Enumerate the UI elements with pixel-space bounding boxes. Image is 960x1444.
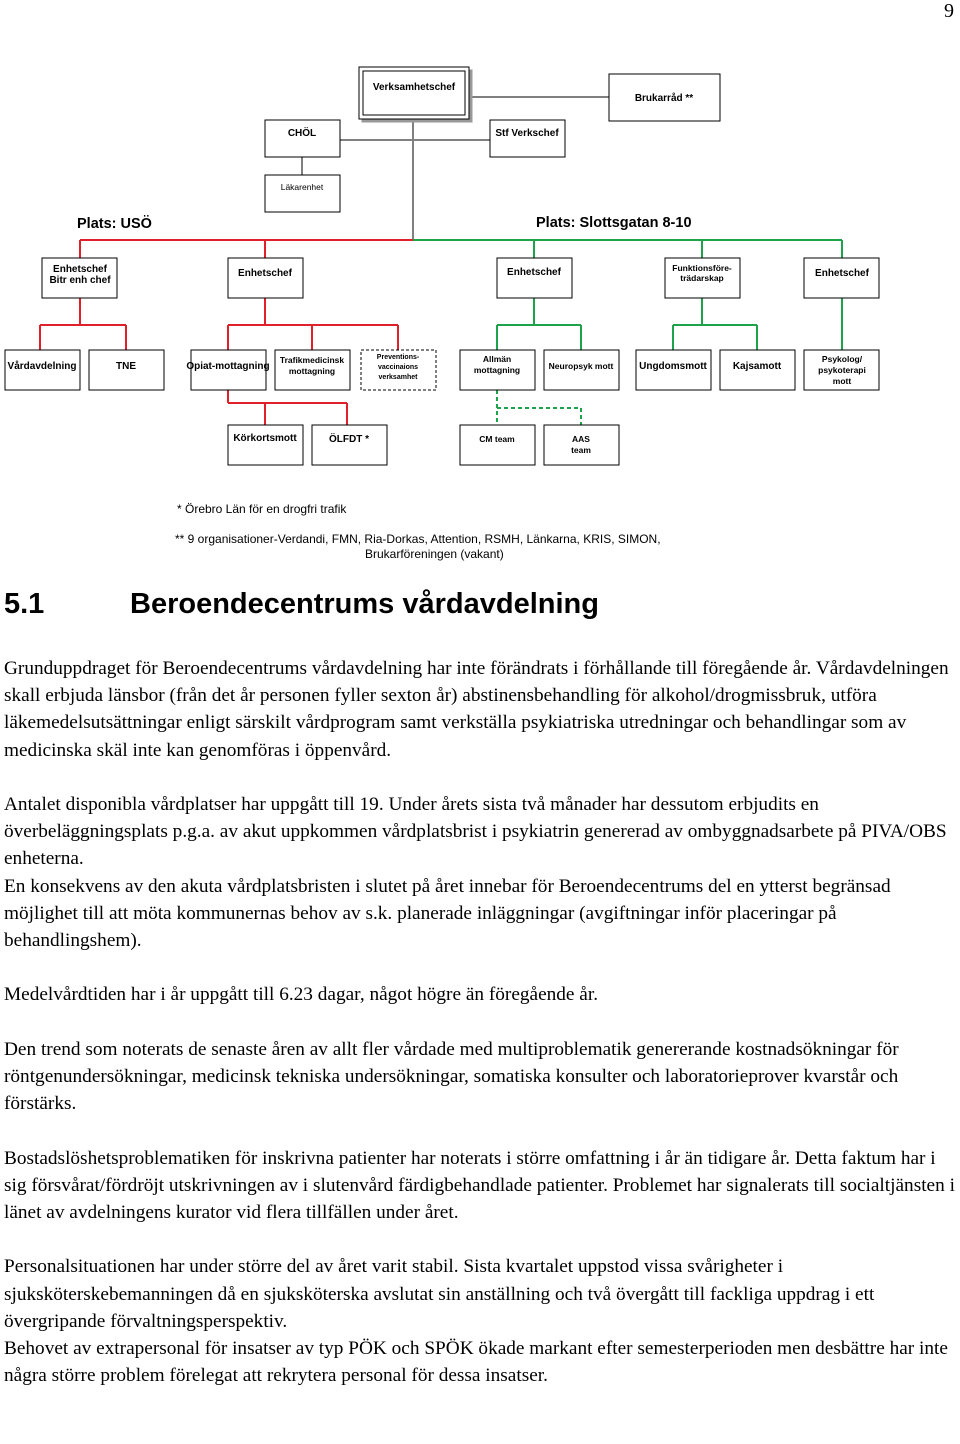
svg-text:Läkarenhet: Läkarenhet <box>280 182 324 192</box>
svg-text:Vårdavdelning: Vårdavdelning <box>7 361 77 372</box>
svg-text:Verksamhetschef: Verksamhetschef <box>372 82 456 93</box>
box-funktionsforetradarskap <box>665 258 740 298</box>
page-number: 9 <box>944 0 954 22</box>
box-trafikmedicinsk <box>275 350 350 390</box>
paragraph-3: En konsekvens av den akuta vårdplatsbristen i slutet på året innebar för Beroendecentrums del en ytterst begränsad möjlighet till att möta kommunernas behov av s.k. planerade inläggningar (avgiftningar inför placeringar på behandlingshem). <box>4 875 891 952</box>
section-number: 5.1 <box>4 588 45 620</box>
box-enhetschef-5 <box>804 258 879 298</box>
section-heading <box>4 588 599 621</box>
box-psykolog-mott <box>804 350 879 390</box>
paragraph-5: Den trend som noterats de senaste åren av allt fler vårdade med multiproblematik genererande kostnadsökningar för röntgenundersökningar, medicinsk tekniska undersökningar, somatiska konsulter och laboratorieprover kvarstår och förstärks. <box>4 1038 899 1115</box>
svg-text:mottagning: mottagning <box>473 365 521 375</box>
svg-text:Ungdomsmott: Ungdomsmott <box>639 361 707 372</box>
box-lakarenhet <box>265 175 340 212</box>
svg-text:vaccinaions: vaccinaions <box>377 364 419 371</box>
box-chol <box>265 120 340 157</box>
box-opiat-mottagning <box>186 350 269 390</box>
svg-text:psykoterapi: psykoterapi <box>818 365 866 375</box>
svg-text:AAS: AAS <box>572 434 590 444</box>
box-korkortsmott <box>228 425 303 465</box>
svg-text:Körkortsmott: Körkortsmott <box>233 433 297 444</box>
box-cm-team <box>460 425 535 465</box>
svg-text:trädarskap: trädarskap <box>680 273 724 283</box>
svg-text:Stf Verkschef: Stf Verkschef <box>495 128 559 139</box>
svg-text:Enhetschef: Enhetschef <box>815 268 869 279</box>
svg-text:Enhetschef: Enhetschef <box>53 264 107 275</box>
svg-text:CM team: CM team <box>479 434 515 444</box>
svg-text:Bitr enh chef: Bitr enh chef <box>49 275 111 286</box>
paragraph-1: Grunduppdraget för Beroendecentrums vårdavdelning har inte förändrats i förhållande till föregående år. Vårdavdelningen skall erbjuda länsbor (från det år personen fyller sexton år) abstinensbehandling för alkohol/drogmissbruk, utföra läkemedelsutsättningar enligt särskilt vårdprogram samt verkställa psykiatriska utredningar och behandlingar som av medicinska skäl inte kan genomföras i öppenvård. <box>4 658 949 761</box>
box-aas-team <box>544 425 619 465</box>
svg-text:Opiat-mottagning: Opiat-mottagning <box>186 361 270 372</box>
svg-text:Kajsamott: Kajsamott <box>732 361 782 372</box>
box-preventions <box>361 350 436 390</box>
svg-text:Psykolog/: Psykolog/ <box>821 354 863 364</box>
box-verksamhetschef <box>359 67 469 119</box>
place-slottsgatan-label: Plats: Slottsgatan 8-10 <box>536 215 692 231</box>
paragraph-2: Antalet disponibla vårdplatser har uppgått till 19. Under årets sista två månader har dessutom erbjudits en överbeläggningsplats p.g.a. av akut uppkommen vårdplatsbrist i psykiatrin genererad av ombyggnadsarbete på PIVA/OBS enheterna. <box>4 794 947 870</box>
box-brukarrad <box>609 74 720 121</box>
svg-text:CHÖL: CHÖL <box>287 128 317 139</box>
svg-text:Funktionsföre-: Funktionsföre- <box>672 263 732 273</box>
box-stf-verkschef <box>490 120 565 157</box>
svg-text:TNE: TNE <box>116 361 136 372</box>
box-vardavdelning <box>5 350 80 390</box>
body-text <box>4 655 958 1389</box>
paragraph-6: Bostadslöshetsproblematiken för inskrivna patienter har noterats i större omfattning i år än tidigare år. Detta faktum har i sig försvårat/fördröjt utskrivningen av i slutenvård färdigbehandlade patienter. Problemet har signalerats till socialtjänsten i länet av avdelningens kurator vid flera tillfällen under året. <box>4 1147 955 1223</box>
box-olfdt <box>312 425 387 465</box>
svg-text:Enhetschef: Enhetschef <box>507 267 561 278</box>
svg-text:mott: mott <box>832 376 852 386</box>
svg-text:Preventions-: Preventions- <box>376 354 420 361</box>
paragraph-7: Personalsituationen har under större del av året varit stabil. Sista kvartalet uppstod vissa svårigheter i sjuksköterskebemanningen då en sjuksköterska avslutat sin anställning och två övergått till fackliga uppdrag i ett övergripande förvaltningsperspektiv. <box>4 1256 875 1332</box>
box-enhetschef-2 <box>228 258 303 298</box>
paragraph-4: Medelvårdtiden har i år uppgått till 6.23 dagar, något högre än föregående år. <box>4 984 599 1006</box>
box-neuropsyk-mott <box>544 350 619 390</box>
org-chart <box>0 0 960 565</box>
svg-text:verksamhet: verksamhet <box>378 374 418 381</box>
svg-text:Allmän: Allmän <box>482 354 512 364</box>
svg-text:mottagning: mottagning <box>288 366 336 376</box>
section-title: Beroendecentrums vårdavdelning <box>130 588 599 620</box>
box-kajsamott <box>720 350 795 390</box>
box-enhetschef-3 <box>497 258 572 298</box>
paragraph-8: Behovet av extrapersonal för insatser av typ PÖK och SPÖK ökade markant efter semesterperioden men desbättre har inte några större problem förelegat att rekrytera personal för dessa insatser. <box>4 1338 948 1387</box>
svg-text:Brukarråd **: Brukarråd ** <box>634 93 694 104</box>
box-enhetschef-bitr <box>42 258 117 298</box>
place-uso-label: Plats: USÖ <box>77 216 152 232</box>
svg-text:ÖLFDT *: ÖLFDT * <box>329 434 369 445</box>
box-ungdomsmott <box>636 350 711 390</box>
box-allman-mottagning <box>460 350 535 390</box>
svg-text:Enhetschef: Enhetschef <box>238 268 292 279</box>
svg-text:Neuropsyk mott: Neuropsyk mott <box>548 361 614 371</box>
footnote-2-line1: ** 9 organisationer-Verdandi, FMN, Ria-Dorkas, Attention, RSMH, Länkarna, KRIS, SIMON, <box>175 532 661 546</box>
footnote-1: * Örebro Län för en drogfri trafik <box>177 502 347 516</box>
svg-text:Trafikmedicinsk: Trafikmedicinsk <box>279 355 345 365</box>
box-tne <box>89 350 164 390</box>
footnote-2-line2: Brukarföreningen (vakant) <box>365 547 504 561</box>
svg-text:team: team <box>571 445 591 455</box>
